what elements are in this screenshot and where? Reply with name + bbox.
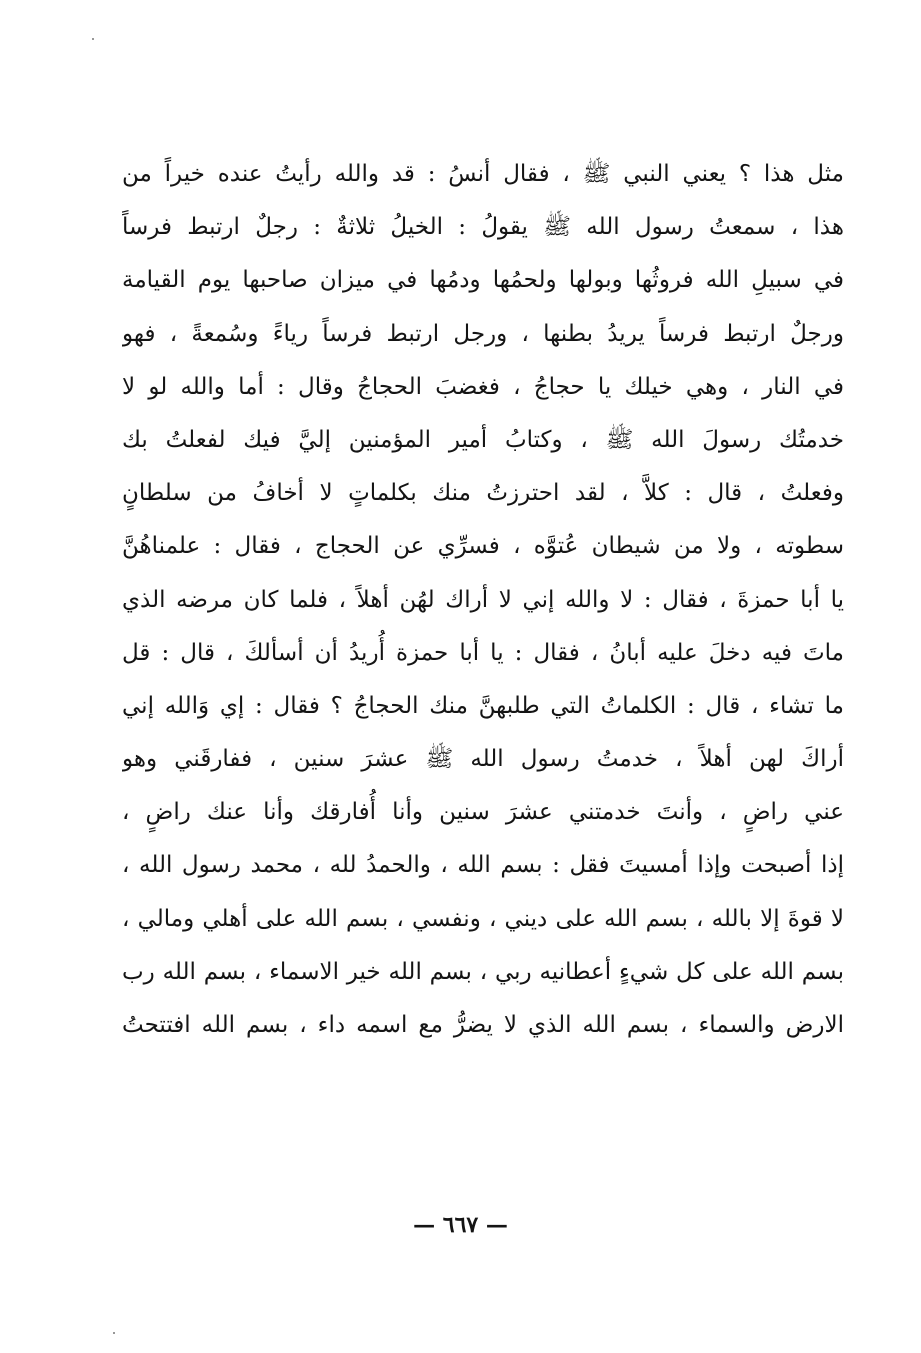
text-line-8: سطوته ، ولا من شيطان عُتوَّه ، فسرِّي عن الحجاج ، فقال : علمناهُنَّ: [122, 533, 844, 560]
text-line-13: عني راضٍ ، وأنتَ خدمتني عشرَ سنين وأنا أُفارقك وأنا عنك راضٍ ،: [122, 799, 844, 826]
text-line-3: في سبيلِ الله فروثُها وبولها ولحمُها ودمُها في ميزان صاحبها يوم القيامة: [122, 267, 844, 294]
text-line-1: مثل هذا ؟ يعني النبي ﷺ ، فقال أنسُ : قد والله رأيتُ عنده خيراً من: [122, 161, 844, 187]
text-line-16: بسم الله على كل شيءٍ أعطانيه ربي ، بسم الله خير الاسماء ، بسم الله رب: [122, 958, 844, 985]
body-text: [122, 148, 844, 1052]
text-line-15: لا قوةَ إلا بالله ، بسم الله على ديني ، ونفسي ، بسم الله على أهلي ومالي ،: [122, 905, 844, 932]
text-line-9: يا أبا حمزةَ ، فقال : لا والله إني لا أراك لهُن أهلاً ، فلما كان مرضه الذي: [122, 586, 844, 613]
text-line-11: ما تشاء ، قال : الكلماتُ التي طلبهنَّ منك الحجاجُ ؟ فقال : إي وَالله إني: [122, 692, 844, 719]
text-line-10: ماتَ فيه دخلَ عليه أبانُ ، فقال : يا أبا حمزة أُريدُ أن أسألكَ ، قال : قل: [122, 639, 844, 666]
text-line-7: وفعلتُ ، قال : كلاَّ ، لقد احترزتُ منك بكلماتٍ لا أخافُ من سلطانٍ: [122, 480, 844, 507]
text-line-6: خدمتُك رسولَ الله ﷺ ، وكتابُ أمير المؤمنين إليَّ فيك لفعلتُ بك: [122, 426, 844, 453]
page-number: — ٦٦٧ —: [413, 1212, 508, 1238]
text-line-2: هذا ، سمعتُ رسول الله ﷺ يقولُ : الخيلُ ثلاثةٌ : رجلٌ ارتبط فرساً: [122, 214, 844, 241]
scan-speck: [92, 38, 94, 40]
scan-speck: [113, 1332, 115, 1334]
text-line-4: ورجلٌ ارتبط فرساً يريدُ بطنها ، ورجل ارتبط فرساً رياءً وسُمعةً ، فهو: [122, 320, 844, 347]
text-line-17: الارض والسماء ، بسم الله الذي لا يضرُّ مع اسمه داء ، بسم الله افتتحتُ: [122, 1012, 844, 1038]
text-line-5: في النار ، وهي خيلك يا حجاجُ ، فغضبَ الحجاجُ وقال : أما والله لو لا: [122, 373, 844, 400]
text-line-14: إذا أصبحت وإذا أمسيتَ فقل : بسم الله ، والحمدُ لله ، محمد رسول الله ،: [122, 852, 844, 879]
text-line-12: أراكَ لهن أهلاً ، خدمتُ رسول الله ﷺ عشرَ سنين ، ففارقَني وهو: [122, 746, 844, 773]
